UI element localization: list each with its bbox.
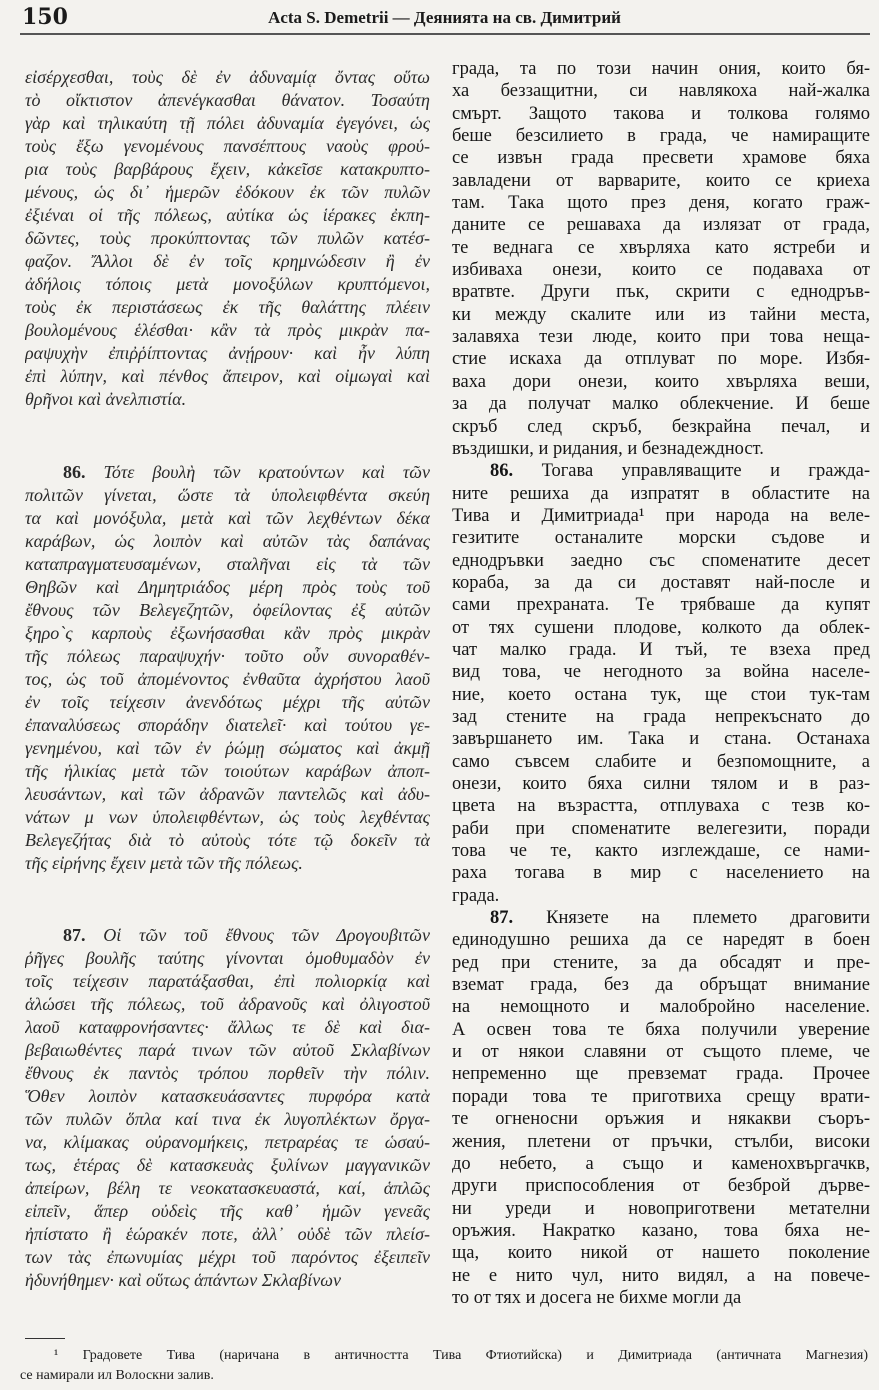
line-text: Тогава управляващите и гражда- <box>541 461 870 482</box>
greek-text-line <box>25 181 430 204</box>
greek-text-line <box>25 530 430 553</box>
line-text: τως, ἑτέρας δὲ κατασκευὰς ξυλίνων μαγγανικῶν <box>25 1155 430 1175</box>
greek-text-line <box>25 461 430 484</box>
bulgarian-text-line <box>452 1086 870 1108</box>
greek-text-line <box>25 1200 430 1223</box>
bulgarian-text-line <box>452 80 870 102</box>
bulgarian-text-line <box>452 1131 870 1153</box>
bulgarian-text-line <box>452 1220 870 1242</box>
line-text: беше безсилието в града, че намиращите <box>452 126 870 147</box>
greek-text-line <box>25 135 430 158</box>
line-text: ἐπὶ λύπην, καὶ πένθος ἄπειρον, καὶ οἰμωγαὶ καὶ <box>25 366 430 386</box>
bulgarian-text-line <box>452 996 870 1018</box>
bulgarian-text-line <box>452 1198 870 1220</box>
line-text: града, та по този начин ония, които бя- <box>452 59 870 79</box>
line-text: τὸ οἴκτιστον ἀπενέγκασθαι θάνατον. Τοσαύτη <box>25 90 430 110</box>
line-text: завладени от варварите, които се криеха <box>452 170 870 191</box>
bulgarian-text-line <box>452 371 870 393</box>
greek-text-line <box>25 1246 430 1269</box>
bulgarian-text-line <box>452 393 870 415</box>
bulgarian-text-line <box>452 348 870 370</box>
greek-text-line <box>25 296 430 319</box>
bulgarian-text-line <box>452 974 870 996</box>
bulgarian-text-line <box>452 661 870 683</box>
line-text: и от някои славяни от същото племе, че <box>452 1042 870 1063</box>
bulgarian-text-line <box>452 304 870 326</box>
line-text: ща, които никой от нашето поколение <box>452 1243 870 1264</box>
line-text: φαζον. Ἄλλοι δὲ ἐν τοῖς κρημνώδεσιν ἢ ἐν <box>25 251 430 271</box>
greek-text-line <box>25 1039 430 1062</box>
bulgarian-text-line <box>452 505 870 527</box>
bulgarian-text-line <box>452 147 870 169</box>
bulgarian-text-line <box>452 281 870 303</box>
line-text: τοὺς ἔξω γενομένους πανσέπτους ναοὺς φρού- <box>25 136 430 156</box>
line-text: βεβαιωθέντες παρά τινων τῶν αὐτοῦ Σκλαβίνων <box>25 1040 430 1060</box>
line-text: то от тях и досега не бихме могли да <box>452 1287 742 1308</box>
line-text: μένους, ὡς δι᾽ ἡμερῶν ἐδόκουν ἐκ τῶν πυλῶν <box>25 182 430 202</box>
bulgarian-text-line <box>452 1108 870 1130</box>
greek-text-line <box>25 1085 430 1108</box>
line-text: на немощното и малобройно население. <box>452 997 870 1018</box>
bulgarian-text-line <box>452 192 870 214</box>
greek-text-line <box>25 924 430 947</box>
bulgarian-text-line <box>452 214 870 236</box>
line-text: βουλομένους ἑλέσθαι· κἂν τὰ πρὸς μικρὰν πα- <box>25 320 430 340</box>
bulgarian-text-line <box>452 907 870 929</box>
greek-text-line <box>25 1016 430 1039</box>
greek-text-line <box>25 484 430 507</box>
greek-text-line <box>25 158 430 181</box>
line-text: τοῖς τείχεσιν παρατάξασθαι, ἐπὶ πολιορκίᾳ καὶ <box>25 971 430 991</box>
line-text: καταπραγματευσαμένων, σταλῆναι εἰς τὰ τῶν <box>25 554 430 574</box>
bulgarian-text-line <box>452 840 870 862</box>
paragraph-number: 87. <box>490 908 514 929</box>
bulgarian-text-line <box>452 684 870 706</box>
line-text: ἠδυνήθημεν· καὶ οὕτως ἁπάντων Σκλαβίνων <box>25 1270 341 1290</box>
bulgarian-text-line <box>452 326 870 348</box>
line-text: А освен това те бяха получили уверение <box>452 1019 870 1040</box>
line-text: въздишки, и ридания, и безнадеждност. <box>452 438 764 459</box>
line-text: γενημένου, καὶ τῶν ἐν ῥώμῃ σώματος καὶ ἀκμῇ <box>25 738 430 758</box>
line-text: ἔθνους τῶν Βελεγεζητῶν, ὀφείλοντας ἐξ αὐτῶν <box>25 600 430 620</box>
line-text: εἰπεῖν, ἅπερ οὐδεὶς τῆς καθ᾽ ἡμῶν γενεᾶς <box>25 1201 430 1221</box>
line-text: града. <box>452 885 500 906</box>
line-text: други приспособления от безброй дърве- <box>452 1176 870 1197</box>
line-text: само съвсем слабите и безпомощните, а <box>452 751 870 772</box>
greek-text-line <box>25 1062 430 1085</box>
footnote-line: се намирали ил Волоскни залив. <box>20 1368 214 1383</box>
line-text: ни уреди и новоприготвени метателни <box>452 1198 870 1219</box>
bulgarian-text-line <box>452 728 870 750</box>
line-text: смърт. Защото такова и толкова голямо <box>452 103 870 124</box>
line-text: Князете на племето драговити <box>546 908 870 929</box>
line-text: τοὺς ἐκ περιστάσεως ἐκ τῆς θαλάττης πλέειν <box>25 297 430 317</box>
paragraph-number: 86. <box>63 462 86 482</box>
bulgarian-text-line <box>452 751 870 773</box>
running-title: Acta S. Demetrii — Деянията на св. Димитрий <box>268 8 621 27</box>
bulgarian-text-line <box>452 706 870 728</box>
bulgarian-text-line <box>452 952 870 974</box>
line-text: сами прехраната. Те трябваше да купят <box>452 595 870 616</box>
line-text: раха тогава в мир с населението на <box>452 863 870 884</box>
line-text: вратвте. Други пък, скрити с еднодръв- <box>452 282 870 303</box>
bulgarian-text-line <box>452 237 870 259</box>
line-text: ἀπείρων, βέλη τε νεοκατασκευαστά, καί, ἁπλῶς <box>25 1178 430 1198</box>
line-text: до небето, а също и каменохвъргачкв, <box>452 1153 870 1174</box>
line-text: еднодръвки заедно със споменатите десет <box>452 550 870 571</box>
footnote-line: ¹ Градовете Тива (наричана в античността Тива Фтиотийска) и Димитриада (античната Магнезия) <box>54 1348 868 1363</box>
bulgarian-text-line <box>452 1175 870 1197</box>
line-text: за да получат малко облекчение. И беше <box>452 394 870 415</box>
line-text: онези, които бяха силни тялом и в раз- <box>452 774 870 794</box>
greek-text-line <box>25 553 430 576</box>
greek-text-line <box>25 89 430 112</box>
header-rule <box>20 33 870 35</box>
line-text: ха беззащитни, си навлякоха най-жалка <box>452 81 870 102</box>
bulgarian-column <box>452 58 870 1309</box>
greek-text-line <box>25 806 430 829</box>
bulgarian-text-line <box>452 1242 870 1264</box>
paragraph-number: 87. <box>63 925 86 945</box>
line-text: εἰσέρχεσθαι, τοὺς δὲ ἐν ἀδυναμίᾳ ὄντας οὕτω <box>25 67 430 87</box>
greek-text-line <box>25 1269 430 1292</box>
line-text: Τότε βουλὴ τῶν κρατούντων καὶ τῶν <box>103 462 430 482</box>
bulgarian-text-line <box>452 58 870 80</box>
line-text: νάτων μ νων ὑπολειφθέντων, ὡς τοὺς λεχθέντας <box>25 807 430 827</box>
line-text: ἠπίστατο ἢ ἑώρακέν ποτε, ἀλλ᾽ οὐδὲ τῶν πλείσ- <box>25 1224 430 1244</box>
bulgarian-text-line <box>452 818 870 840</box>
greek-text-line <box>25 947 430 970</box>
greek-text-line <box>25 852 430 875</box>
bulgarian-text-line <box>452 1153 870 1175</box>
greek-text-line <box>25 645 430 668</box>
line-text: τα καὶ μονόξυλα, μετὰ καὶ τῶν λεχθέντων δέκα <box>25 508 430 528</box>
bulgarian-text-line <box>452 1041 870 1063</box>
bulgarian-text-line <box>452 527 870 549</box>
line-text: ραψυχὴν ἐπιῤῥίπτοντας ἀνῄρουν· καὶ ἦν λύπη <box>25 343 430 363</box>
line-text: ἐπαναλύσεως σποράδην διατελεῖ· καὶ τούτου γε- <box>25 715 430 735</box>
line-text: ξηρο`ς καρποὺς ἐξωνήσασθαι κἂν πρὸς μικρὰν <box>25 623 430 643</box>
greek-text-line <box>25 829 430 852</box>
greek-text-line <box>25 319 430 342</box>
line-text: там. Така щото през деня, когато граж- <box>452 193 870 214</box>
line-text: ῥῆγες βουλῆς ταύτης γίνονται ὁμοθυμαδὸν ἐν <box>25 948 430 968</box>
greek-text-line <box>25 1154 430 1177</box>
greek-text-line <box>25 507 430 530</box>
greek-text-line <box>25 204 430 227</box>
line-text: ние, което остана тук, ще стои тук-там <box>452 684 870 705</box>
greek-text-line <box>25 970 430 993</box>
line-text: те веднага се хвърляха като ястреби и <box>452 237 870 258</box>
line-text: кораба, за да си доставят най-после и <box>452 572 870 593</box>
bulgarian-text-line <box>452 1019 870 1041</box>
greek-text-line <box>25 714 430 737</box>
greek-text-line <box>25 993 430 1016</box>
bulgarian-text-line <box>452 550 870 572</box>
line-text: Тива и Димитриада¹ при народа на веле- <box>452 505 870 526</box>
paragraph-number: 86. <box>490 461 514 482</box>
greek-text-line <box>25 66 430 89</box>
line-text: τῶν πυλῶν ὅπλα καί τινα ἐκ λυγοπλέκτων ὄργα- <box>25 1109 430 1129</box>
greek-text-line <box>25 737 430 760</box>
line-text: δῶντες, τοὺς προκύπτοντας τῶν πυλῶν κατέσ- <box>25 228 430 248</box>
footnote-rule <box>25 1338 65 1339</box>
bulgarian-text-line <box>452 639 870 661</box>
line-text: цвета на възрастта, отплуваха с тезв ко- <box>452 796 870 817</box>
line-text: оръжия. Накратко казано, това бяха не- <box>452 1220 870 1241</box>
line-text: γὰρ καὶ τηλικαύτη τῇ πόλει ἀδυναμία ἐγεγόνει, ὡς <box>25 113 430 133</box>
bulgarian-text-line <box>452 416 870 438</box>
bulgarian-text-line <box>452 862 870 884</box>
line-text: даните се решаваха да излязат от града, <box>452 215 870 236</box>
line-text: ἁλώσει τῆς πόλεως, τοῦ ἀδρανοῦς καὶ ὀλιγοστοῦ <box>25 994 430 1014</box>
greek-text-line <box>25 365 430 388</box>
bulgarian-text-line <box>452 1287 870 1309</box>
line-text: непременно ще превземат града. Прочее <box>452 1064 870 1085</box>
greek-text-line <box>25 1177 430 1200</box>
line-text: вземат града, без да обръщат внимание <box>452 975 870 996</box>
line-text: Ὅθεν λοιπὸν κατασκευάσαντες πυρφόρα κατὰ <box>25 1086 430 1106</box>
greek-para-0 <box>25 66 430 411</box>
line-text: καράβων, ὡς λοιπὸν καὶ αὐτῶν τὰς δαπάνας <box>25 531 430 551</box>
bulgarian-text-line <box>452 885 870 907</box>
greek-text-line <box>25 250 430 273</box>
greek-text-line <box>25 273 430 296</box>
line-text: избиваха онези, които се подаваха от <box>452 260 870 281</box>
bulgarian-text-line <box>452 483 870 505</box>
line-text: залавяха тези люде, които при това неща- <box>452 327 870 348</box>
line-text: λαοῦ καταφρονήσαντες· ἄλλως τε δὲ καὶ δια- <box>25 1017 430 1037</box>
line-text: вид това, че негодното за война населе- <box>452 662 870 683</box>
bulgarian-text-line <box>452 1063 870 1085</box>
line-text: ред при стените, за да обсадят и пре- <box>452 952 870 973</box>
line-text: ἐξιέναι οἱ τῆς πόλεως, αὐτίκα ὡς ἱέρακες ἐκπη- <box>25 205 430 225</box>
bulgarian-text-line <box>452 460 870 482</box>
line-text: των τὰς ἐπωνυμίας μέχρι τοῦ παρόντος ἐξειπεῖν <box>25 1247 430 1267</box>
line-text: ните решиха да изпратят в областите на <box>452 483 870 504</box>
line-text: θρῆνοι καὶ ἀνελπιστία. <box>25 389 187 409</box>
bulgarian-text-line <box>452 259 870 281</box>
greek-text-line <box>25 576 430 599</box>
greek-para-87 <box>25 924 430 1292</box>
bulgarian-text-line <box>452 929 870 951</box>
line-text: зад стените на града непрекъснато до <box>452 706 870 727</box>
line-text: от тях сушени плодове, колкото да облек- <box>452 617 870 638</box>
line-text: Θηβῶν καὶ Δημητριάδος μέρη πρὸς τοὺς τοῦ <box>25 577 430 597</box>
greek-text-line <box>25 1131 430 1154</box>
line-text: ἐν τοῖς τείχεσιν ἀνενδότως μέχρι τῆς αὐτῶν <box>25 692 430 712</box>
line-text: скръб след скръб, безкрайна печал, и <box>452 416 870 437</box>
line-text: να, κλίμακας οὐρανομήκεις, πετραρέας τε ὡσαύ- <box>25 1132 430 1152</box>
greek-text-line <box>25 599 430 622</box>
line-text: поради това те приготвиха срещу врати- <box>452 1086 870 1107</box>
page-number: 150 <box>22 4 68 30</box>
line-text: единодушно решиха да се наредят в боен <box>452 930 870 951</box>
line-text: ваха дори онези, които хвърляха веши, <box>452 371 870 392</box>
line-text: се извън града пресвети храмове бяха <box>452 148 870 169</box>
line-text: гезитите останалите морски съдове и <box>452 528 870 549</box>
greek-text-line <box>25 691 430 714</box>
greek-text-line <box>25 342 430 365</box>
line-text: ἀδήλοις τόποις μετὰ μονοξύλων κρυπτόμενοι, <box>25 274 430 294</box>
line-text: те огненосни оръжия и някакви съоръ- <box>452 1109 870 1130</box>
line-text: Οἱ τῶν τοῦ ἔθνους τῶν Δρογουβιτῶν <box>103 925 430 945</box>
greek-text-line <box>25 388 430 411</box>
greek-text-line <box>25 1223 430 1246</box>
line-text: стие искаха да отплуват по море. Избя- <box>452 349 870 370</box>
greek-text-line <box>25 760 430 783</box>
greek-text-line <box>25 1108 430 1131</box>
greek-text-line <box>25 622 430 645</box>
line-text: жения, плетени от пръчки, стълби, високи <box>452 1131 870 1152</box>
line-text: не е нито чул, нито видял, а на повече- <box>452 1265 870 1286</box>
greek-text-line <box>25 668 430 691</box>
line-text: Βελεγεζήτας διὰ τὸ αὐτοὺς τότε τῷ δοκεῖν τὰ <box>25 830 430 850</box>
line-text: τῆς ἡλικίας μετὰ τῶν τοιούτων καράβων ἀποπ- <box>25 761 430 781</box>
line-text: това че те, както изглеждаше, се нами- <box>452 841 870 862</box>
greek-text-line <box>25 783 430 806</box>
line-text: чат малко града. И тъй, те взеха пред <box>452 639 870 660</box>
line-text: ἔθνους ἐκ παντὸς τρόπου πορθεῖν τὴν πόλιν. <box>25 1063 430 1083</box>
line-text: τῆς εἰρήνης ἔχειν μετὰ τῶν τῆς πόλεως. <box>25 853 303 873</box>
greek-text-line <box>25 112 430 135</box>
bulgarian-text-line <box>452 1265 870 1287</box>
bulgarian-text-line <box>452 594 870 616</box>
bulgarian-text-line <box>452 795 870 817</box>
bulgarian-text-line <box>452 103 870 125</box>
line-text: τος, ὡς τοῦ ἀπομένοντος ἐνθαῦτα ἀχρήστου λαοῦ <box>25 669 430 689</box>
line-text: λευσάντων, καὶ τῶν ἀδρανῶν παντελῶς καὶ ἀδυ- <box>25 784 430 804</box>
line-text: ρια τοὺς βαρβάρους ἔχειν, κἀκεῖσε κατακρυπτο- <box>25 159 430 179</box>
bulgarian-text-line <box>452 572 870 594</box>
bulgarian-text-line <box>452 617 870 639</box>
greek-text-line <box>25 227 430 250</box>
line-text: πολιτῶν γίνεται, ὥστε τὰ ὑπολειφθέντα σκεύη <box>25 485 430 505</box>
bulgarian-text-line <box>452 438 870 460</box>
line-text: τῆς πόλεως παραψυχήν· τοῦτο οὖν συνοραθέν- <box>25 646 430 666</box>
line-text: завършането им. Така и стана. Останаха <box>452 729 870 750</box>
bulgarian-text-line <box>452 170 870 192</box>
greek-para-86 <box>25 461 430 875</box>
line-text: раби при споменатите велегезити, поради <box>452 818 870 839</box>
bulgarian-text-line <box>452 125 870 147</box>
line-text: ки между скалите или из тайни места, <box>452 304 870 325</box>
bulgarian-text-line <box>452 773 870 795</box>
footnote <box>20 1346 868 1386</box>
